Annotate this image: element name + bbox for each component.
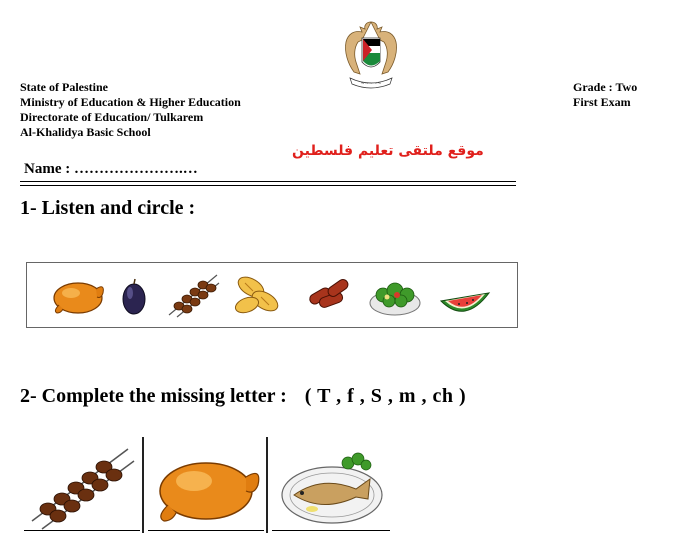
header-exam: First Exam — [573, 95, 631, 109]
picture-divider — [142, 437, 144, 533]
sausage-icon[interactable] — [305, 271, 355, 319]
question-2-title — [20, 385, 466, 408]
plum-icon[interactable] — [119, 271, 149, 319]
header-grade: Grade : Two — [573, 80, 638, 94]
kebab-icon[interactable] — [24, 437, 140, 533]
palestine-emblem-icon — [340, 18, 402, 90]
watermelon-icon[interactable] — [437, 271, 493, 319]
chicken-icon[interactable] — [49, 271, 107, 319]
header-right — [573, 80, 637, 110]
letter-options: ( T , f , S , m , ch ) — [304, 385, 467, 407]
question-2-label: 2- Complete the missing letter : — [20, 385, 287, 407]
bread-icon[interactable] — [231, 271, 287, 319]
picture-divider — [266, 437, 268, 533]
kebab-icon[interactable] — [165, 271, 221, 319]
answer-line — [148, 530, 264, 531]
header-directorate: Directorate of Education/ Tulkarem — [20, 110, 204, 124]
food-picture-box — [26, 262, 518, 328]
question-1-title: 1- Listen and circle : — [20, 197, 196, 219]
double-divider — [20, 181, 516, 186]
header-school: Al-Khalidya Basic School — [20, 125, 151, 139]
answer-line — [24, 530, 140, 531]
missing-letter-pictures — [24, 437, 394, 533]
header-state: State of Palestine — [20, 80, 108, 94]
header-left — [20, 80, 241, 140]
salad-icon[interactable] — [367, 271, 423, 319]
site-name-arabic: موقع ملتقى تعليم فلسطين — [292, 143, 484, 159]
name-field[interactable]: Name : ………………….… — [24, 161, 198, 177]
chicken-icon[interactable] — [146, 437, 264, 533]
answer-line — [272, 530, 390, 531]
header-ministry: Ministry of Education & Higher Education — [20, 95, 241, 109]
fish-icon[interactable] — [272, 437, 390, 533]
svg-text:~~~~~: ~~~~~ — [360, 81, 382, 87]
